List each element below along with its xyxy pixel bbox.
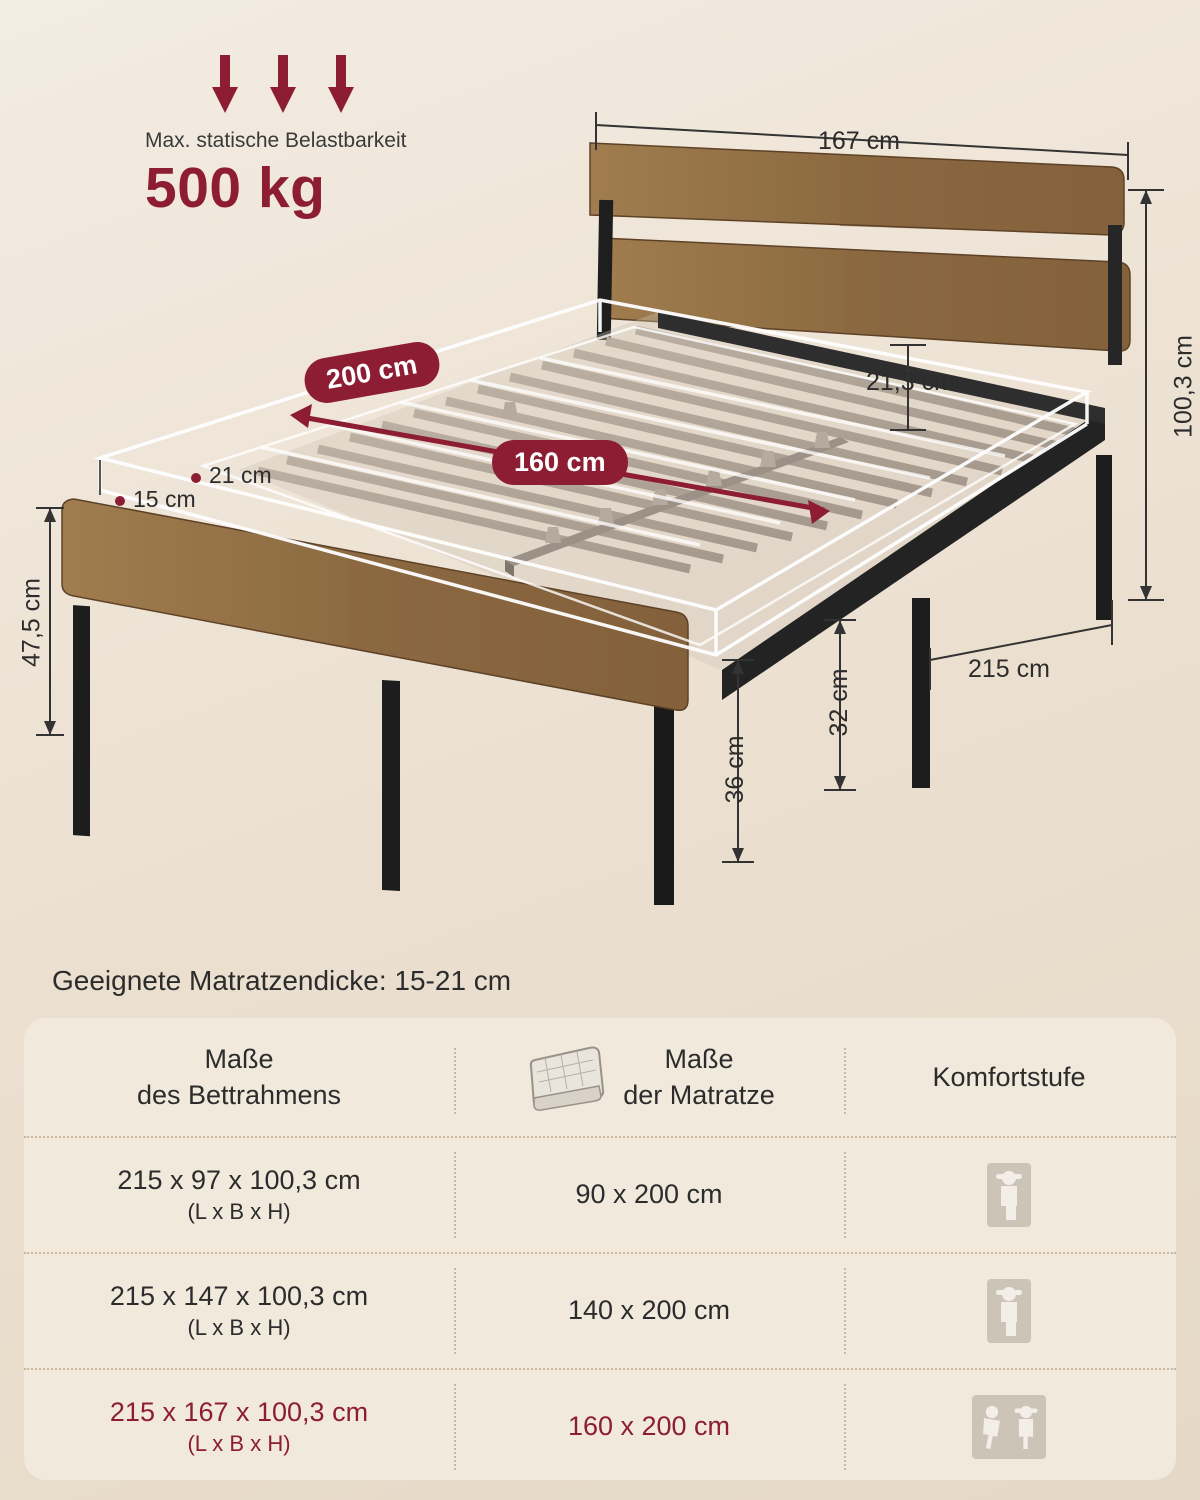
mattress-icon [523,1040,609,1114]
dimension-label-21-3cm: 21,3 cm [866,368,955,396]
load-arrows [210,55,406,117]
frame-size-value: 215 x 147 x 100,3 cm [109,1281,369,1312]
row-divider-1 [454,1384,456,1470]
table-row [24,1136,1176,1252]
cell-frame-size [24,1163,454,1227]
frame-size-value: 215 x 97 x 100,3 cm [117,1165,361,1196]
header-divider-1 [454,1048,456,1114]
table-header-mattress-line2: der Matratze [623,1080,775,1110]
table-header-mattress [454,1040,844,1114]
cell-mattress-size: 90 x 200 cm [575,1179,723,1210]
row-divider-2 [844,1384,846,1470]
dimension-label-200cm: 200 cm [301,339,442,407]
person-icon [977,1400,1007,1454]
down-arrow-icon [326,55,356,117]
down-arrow-icon [210,55,240,117]
load-capacity-value: 500 kg [145,156,326,220]
load-capacity-block [145,55,406,221]
table-header-frame [24,1041,454,1114]
dimension-label-100-3cm: 100,3 cm [1169,335,1198,438]
row-divider-2 [844,1268,846,1354]
table-header-row [24,1018,1176,1136]
table-row [24,1368,1176,1484]
frame-size-sub: (L x B x H) [187,1431,291,1457]
dimension-label-167cm: 167 cm [818,127,900,155]
person-icon [992,1284,1026,1338]
cell-frame-size [24,1279,454,1343]
comfort-badge [987,1163,1031,1227]
person-icon [1011,1400,1041,1454]
header-divider-2 [844,1048,846,1114]
dimension-label-32cm: 32 cm [825,668,853,737]
cell-frame-size [24,1395,454,1459]
mattress-thickness-note: Geeignete Matratzendicke: 15-21 cm [52,965,512,996]
dimension-label-160cm: 160 cm [492,440,628,485]
dimension-label-215cm: 215 cm [968,655,1050,683]
load-capacity-caption: Max. statische Belastbarkeit [145,129,407,152]
cell-mattress-size: 140 x 200 cm [567,1295,731,1326]
specs-table [24,1018,1176,1480]
comfort-badge [972,1395,1046,1459]
person-icon [992,1168,1026,1222]
headboard-upper-panel [590,143,1124,235]
frame-size-sub: (L x B x H) [187,1315,291,1341]
cell-mattress-size: 160 x 200 cm [567,1411,731,1442]
down-arrow-icon [268,55,298,117]
frame-size-value: 215 x 167 x 100,3 cm [109,1397,369,1428]
cell-comfort-level [844,1395,1174,1459]
row-divider-1 [454,1152,456,1238]
dimension-label-47-5cm: 47,5 cm [17,578,46,667]
dimension-label-15cm: 15 cm [133,486,196,512]
cell-comfort-level [844,1163,1174,1227]
table-header-frame-line2: des Bettrahmens [136,1080,342,1110]
table-header-frame-line1: Maße [204,1043,274,1074]
frame-size-sub: (L x B x H) [187,1199,291,1225]
table-header-mattress-line1: Maße [664,1043,734,1074]
dimension-label-21cm: 21 cm [209,462,272,488]
row-divider-1 [454,1268,456,1354]
table-header-comfort: Komfortstufe [932,1061,1086,1092]
cell-comfort-level [844,1279,1174,1343]
row-divider-2 [844,1152,846,1238]
headboard-post-right [1108,225,1122,365]
comfort-badge [987,1279,1031,1343]
dimension-label-36cm: 36 cm [721,735,749,804]
table-row [24,1252,1176,1368]
